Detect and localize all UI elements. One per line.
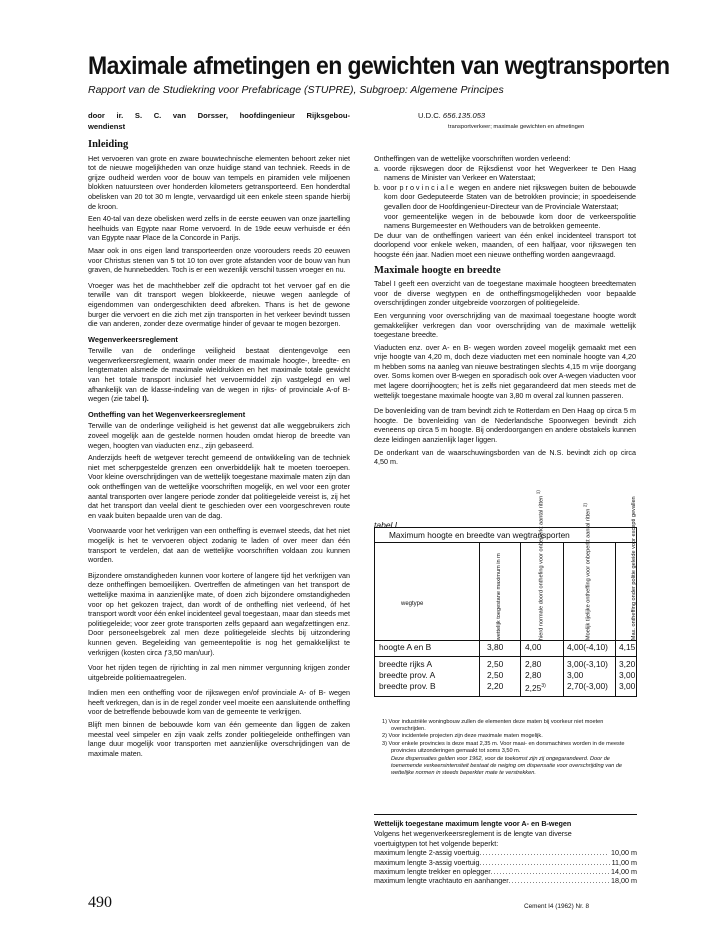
table-cell-value: breedte prov. A (379, 670, 436, 680)
table-divider (615, 542, 616, 696)
length-list (374, 848, 637, 886)
author-line-2: wendienst (88, 122, 126, 131)
table-cell (567, 670, 583, 681)
length-intro: voertuigtypen tot het volgende beperkt: (374, 838, 499, 848)
length-item-label: maximum lengte vrachtauto en aanhanger (374, 876, 509, 886)
right-column (374, 154, 636, 470)
column-header-wegtype: wegtype (401, 601, 424, 607)
table-rule (375, 640, 636, 641)
heading-wegenverkeersreglement: Wegenverkeersreglement (88, 334, 178, 344)
article-subtitle: Rapport van de Studiekring voor Prefabricage (STUPRE), Subgroep: Algemene Principes (88, 84, 504, 96)
column-header-text: wettelijk toegestane maximum in m (495, 552, 502, 640)
paragraph-text: Terwille van de onderlinge veiligheid bestaat dientengevolge een wegenverkeersreglement, waarin onder meer de maximale hoogte-, breedte- en lengtematen alsmede de maximale wieldrukken en het maximale totale gewicht van het totale transport inclusief het vervoermiddel zijn vastgelegd en wel afhankelijk van de klasse-indeling van de wegen in rijks- of provinciale A-of B-wegen (zie tabel (88, 346, 350, 404)
table-cell (525, 670, 541, 681)
list-item (374, 183, 636, 212)
table-cell-value: breedte prov. B (379, 681, 436, 691)
table-cell (487, 681, 503, 692)
list-intro: Ontheffingen van de wettelijke voorschriften worden verleend: (374, 154, 571, 163)
length-item-label: maximum lengte 3-assig voertuig (374, 857, 480, 867)
length-item (374, 876, 637, 885)
table-cell-value: hoogte A en B (379, 642, 432, 652)
table-cell (567, 642, 608, 653)
table-cell (487, 642, 503, 653)
paragraph: Tabel I geeft een overzicht van de toegestane maximale hoogteen breedtematen voor de diverse wegtypen en de ontheffingsmogelijkheden voor bepaalde overschrijdingen zonder uitgebreide voorzorgen of politiegeleide. (374, 279, 636, 308)
table-cell (619, 670, 635, 681)
paragraph: Anderzijds heeft de wetgever terecht gemeend de ontwikkeling van de techniek niet met scherpgestelde grenzen een onverbiddelijk halt te moeten toeroepen. Voor kleine overschrijdingen van de wettelijk toegestane maximale maten zijn dan ook ontheffingen van de wettelijke voorschriften mogelijk, en wel voor een groter aantal transporten over langere periode zonder dat politiegeleide vereist is, zij het dat het transport dan veelal dient te geschieden over een voorgeschreven route en vaak buiten bepaalde uren van de dag. (88, 453, 350, 520)
table-cell-value: 2,50 (487, 659, 504, 669)
length-item-value: 11,00 m (611, 857, 637, 867)
table-divider (563, 542, 564, 696)
table-cell (487, 670, 503, 681)
column-header-label: hierd normale doord onthefing voor onbeperkt aantal ritten (538, 495, 545, 640)
authority-list (374, 154, 636, 231)
paragraph: De duur van de ontheffingen varieert van één enkel incidenteel transport tot doorlopend voor enkele weken, maanden, of een halfjaar, voor rijkswegen ten hoogste één jaar. Nadien moet een nieuwe ontheffing worden aangevraagd. (374, 230, 636, 259)
table-cell (567, 681, 608, 692)
table-cell (567, 659, 608, 670)
table-cell-value: 3,80 (487, 642, 504, 652)
paragraph: De onderkant van de waarschuwingsborden van de N.S. bevindt zich op circa 4,50 m. (374, 447, 636, 467)
table-cell (525, 642, 541, 653)
table-cell-value: 4,00 (525, 642, 542, 652)
footnote-ref: 3) (541, 683, 546, 689)
column-header (575, 502, 599, 640)
udc-number: 656.135.053 (442, 111, 486, 120)
length-item-label: maximum lengte 2-assig voertuig (374, 848, 480, 858)
footnote: 1) Voor industriële woningbouw zullen de elementen deze maten bij voorkeur niet moeten overschrijden. (382, 719, 604, 733)
length-limits-box (374, 814, 637, 886)
footnote: 2) Voor incidentele projecten zijn deze maximale maten mogelijk. (382, 733, 543, 740)
paragraph: Voorwaarde voor het verkrijgen van een ontheffing is evenwel steeds, dat het niet mogelijk is het te vervoeren object zodanig te laden of over meer dan één transport te verdelen, dat aan de wettelijke voorschriften voldaan zou kunnen worden. (88, 526, 350, 565)
table-cell (619, 642, 635, 653)
column-header-text (535, 490, 544, 640)
paragraph: Een 40-tal van deze obelisken werd zelfs in de eerste eeuwen van onze jaartelling heelhuids van Egypte naar Rome vervoerd. In de 19de eeuw verhuisde er één van Egypte naar Place de la Concorde in Parijs. (88, 214, 350, 243)
table-cell-value: 3,00(-3,10) (567, 659, 608, 669)
keywords: transportverkeer; maximale gewichten en afmetingen (448, 124, 585, 130)
table-cell (525, 681, 546, 694)
paragraph: Maar ook in ons eigen land transporteerden onze voorouders reeds 20 eeuwen voor Christus stenen van 5 tot 10 ton over grote afstanden voor de bouw van hun graven, de hunnebedden. Toch is er een wezenlijk verschil tussen vroeger en nu. (88, 245, 350, 275)
table-cell (619, 659, 635, 670)
table-cell-value: 2,50 (487, 670, 504, 680)
dot-leader (509, 876, 609, 885)
paragraph: Een vergunning voor overschrijding van de maximaal toegestane hoogte wordt gemakkelijker verkregen dan voor overschrijding van de maximale wettelijk toegestane breedte. (374, 310, 636, 340)
table-row-label (379, 670, 435, 681)
table-cell-value: 3,00 (567, 670, 584, 680)
length-item-value: 14,00 m (611, 867, 637, 877)
column-header-label: Moelijk tijelijke ontheffing voor onbeperkt aantal ritten (585, 508, 592, 640)
list-item: voor gemeentelijke wegen in de bebouwde kom door de verkeerspolitie namens Burgemeester en Wethouders van de betrokken gemeente. (384, 211, 636, 231)
list-item-prefix: b. voor (374, 182, 400, 192)
paragraph: Viaducten enz. over A- en B- wegen worden zoveel mogelijk gemaakt met een vrije hoogte van 4,20 m, doch deze viaducten met een nominale hoogte van 4,20 m hebben soms na aanleg van nieuwe bestratingen slechts 4,15 m vrije doorgang over. Soms komen over B-wegen en sporadisch ook over A-wegen viaducten voor met lagere doorrijhoogten; het is zelfs niet gegarandeerd dat men steeds met de wettelijk toegestane maximale hoogte van 3,80 m overal zal kunnen passeren. (374, 342, 636, 400)
table-cell-value: 3,00 (619, 681, 636, 691)
table-cell-value: 2,80 (525, 659, 542, 669)
table-cell-value: 3,00 (619, 670, 636, 680)
dot-leader (479, 858, 609, 867)
list-item: a. voorde rijkswegen door de Rijksdienst voor het Wegverkeer te Den Haag namens de Minister van Verkeer en Waterstaat; (374, 163, 636, 183)
paragraph (88, 346, 350, 404)
paragraph: Terwille van de onderlinge veiligheid is het gewenst dat alle weggebruikers zich zoveel mogelijk aan de gestelde normen houden omdat hierop de breedte van wegen, hoogten van viaducten enz., zijn gebaseerd. (88, 421, 350, 450)
table-footnotes (382, 719, 636, 778)
table-cell-value: 2,70(-3,00) (567, 681, 608, 691)
author-line: door ir. S. C. van Dorsser, hoofdingenieur Rijksgebou- (88, 111, 350, 120)
paragraph: Indien men een ontheffing voor de rijkswegen en/of provinciale A- of B- wegen heeft verkregen, dan is in de regel zonder veel moeite een aansluitende ontheffing voor de betreffende bebouwde kom van de gemeente te verkrijgen. (88, 688, 350, 717)
table-cell-value: 3,20 (619, 659, 636, 669)
table-row-label (379, 659, 432, 670)
udc-classification (418, 111, 485, 120)
length-item-value: 10,00 m (611, 848, 637, 858)
list-item-emphasis: provinciale (399, 182, 456, 192)
column-header-text: Max. ontheffing onder politie geleide voor excepti gevallen (630, 496, 637, 640)
heading-maximale-hoogte: Maximale hoogte en breedte (374, 264, 501, 276)
table-cell-value: 2,20 (487, 681, 504, 691)
paragraph: Vroeger was het de machthebber zelf die opdracht tot het vervoer gaf en die terwille van dit transport wegen blokkeerde, nieuwe wegen aanlegde of eigendommen van ondergeschikten deed afbreken. Thans is het de gewone burger die vervoert en die zich met zijn transporten in het verkeer bevindt tussen die van anderen, zonder deze overmatige hinder of gevaar te mogen bezorgen. (88, 280, 350, 329)
table-cell (487, 659, 503, 670)
column-header-text (582, 503, 591, 640)
table-title: Maximum hoogte en breedte van wegtransporten (375, 528, 636, 543)
footnote-ref: 2) (582, 502, 588, 507)
table-cell-value: 2,80 (525, 670, 542, 680)
paragraph: Het vervoeren van grote en zware bouwtechnische elementen behoort zeker niet tot de nieuwe mogelijkheden van onze huidige stand van techniek. Reeds in de grijze oudheid werden voor de bouw van tempels en piramiden vele miljoenen blokken natuursteen over honderden kilometers getransporteerd. Een honderdtal obelisken van 20 tot 30 m lengte, vervaardigd uit een enkele steen spande hierbij de kroon. (88, 153, 350, 211)
table-cell (525, 659, 541, 670)
table-cell (619, 681, 635, 692)
length-item-label: maximum lengte trekker en oplegger (374, 867, 491, 877)
table-cell-value: breedte rijks A (379, 659, 433, 669)
table-rule (375, 656, 636, 657)
table-cell-value: 2,25 (525, 682, 542, 693)
column-header (528, 490, 552, 640)
paragraph: Bijzondere omstandigheden kunnen voor kortere of langere tijd het verkrijgen van deze ontheffingen bemoeilijken. Overtreffen de afmetingen van het transport de wettelijke maxima in aanzienlijke mate, of doen zich bijzondere omstandigheden voor op het gekozen traject, dan wordt of de ontheffing niet verleend, óf het transport wordt voor één enkel incidenteel geval toegestaan, maar dan steeds met politiegeleide; voor zeer grote transporten zelfs gepaard aan wegafzettingen enz. Door personeelsgebrek zal men deze politiegeleide slechts bij uitzondering kunnen geven. Begeleiding van gemeentepolitie is nog het gemakkelijkst te verkrijgen (kosten circa ƒ3,50 man/uur). (88, 570, 350, 657)
paragraph: Blijft men binnen de bebouwde kom van één gemeente dan liggen de zaken meestal veel simpeler en zijn vaak zelfs zonder politiegeleide ontheffingen van lange duur mogelijk voor transporten met aanzienlijke overschrijdingen van de maximale maten. (88, 720, 350, 758)
paragraph: Voor het rijden tegen de rijrichting in zal men nimmer vergunning krijgen zonder uitgebreide politiemaatregelen. (88, 663, 350, 682)
table-divider (479, 542, 480, 696)
table-reference: I). (142, 394, 149, 404)
udc-label: U.D.C. (418, 111, 441, 120)
length-item (374, 858, 637, 867)
table-cell-value: 4,00(-4,10) (567, 642, 608, 652)
footnote: 3) Voor enkele provincies is deze maat 2,35 m. Voor maai- en dorsmachines worden in de meeste provincies uitzonderingen gemaakt tot soms 3,50 m. (382, 740, 625, 754)
table-row-label (379, 681, 436, 692)
journal-reference: Cement I4 (1962) Nr. 8 (524, 903, 590, 910)
article-title: Maximale afmetingen en gewichten van wegtransporten (88, 52, 670, 80)
dot-leader (479, 848, 609, 857)
length-intro: Volgens het wegenverkeersreglement is de lengte van diverse (374, 829, 572, 839)
length-item (374, 867, 637, 876)
column-header (622, 496, 646, 640)
dot-leader (491, 867, 609, 876)
length-item-value: 18,00 m (611, 876, 637, 886)
table-cell-value: 4,15 (619, 642, 636, 652)
heading-inleiding: Inleiding (88, 139, 129, 150)
footnote-ref: 1) (535, 490, 541, 495)
length-item (374, 848, 637, 857)
heading-ontheffing: Ontheffing van het Wegenverkeersreglement (88, 409, 246, 419)
table-divider (520, 542, 521, 696)
footnote-remark: Deze dispensaties gelden voor 1962, voor de toekomst zijn zij ongegarandeerd. Door de toenemende verkeersintensiteit bestaat de neiging om dispensatie voor overschrijding van de wettelijke normen in steeds beperkter mate te verstrekken. (391, 756, 623, 777)
left-column (88, 140, 350, 761)
table-label: tabel I (374, 520, 398, 530)
paragraph: De bovenleiding van de tram bevindt zich te Rotterdam en Den Haag op circa 5 m hoogte. De bovenleiding van de Nederlandsche Spoorwegen bevindt zich eveneens op circa 5 m hoogte. Bij onderdoorgangen en andere obstakels kunnen deze leidingen aanzienlijk lager liggen. (374, 406, 636, 445)
table-row-label (379, 642, 431, 653)
page-number: 490 (88, 894, 112, 911)
length-heading: Wettelijk toegestane maximum lengte voor A- en B-wegen (374, 819, 572, 828)
list-item-text: wegen en andere niet rijkswegen buiten de bebouwde kom door Gedeputeerde Staten van de betrokken provincie; in spoedeisende gevallen door de Hoofdingenieur-Directeur van de Provinciale Waterstaat; (384, 182, 636, 211)
column-header (487, 546, 511, 640)
